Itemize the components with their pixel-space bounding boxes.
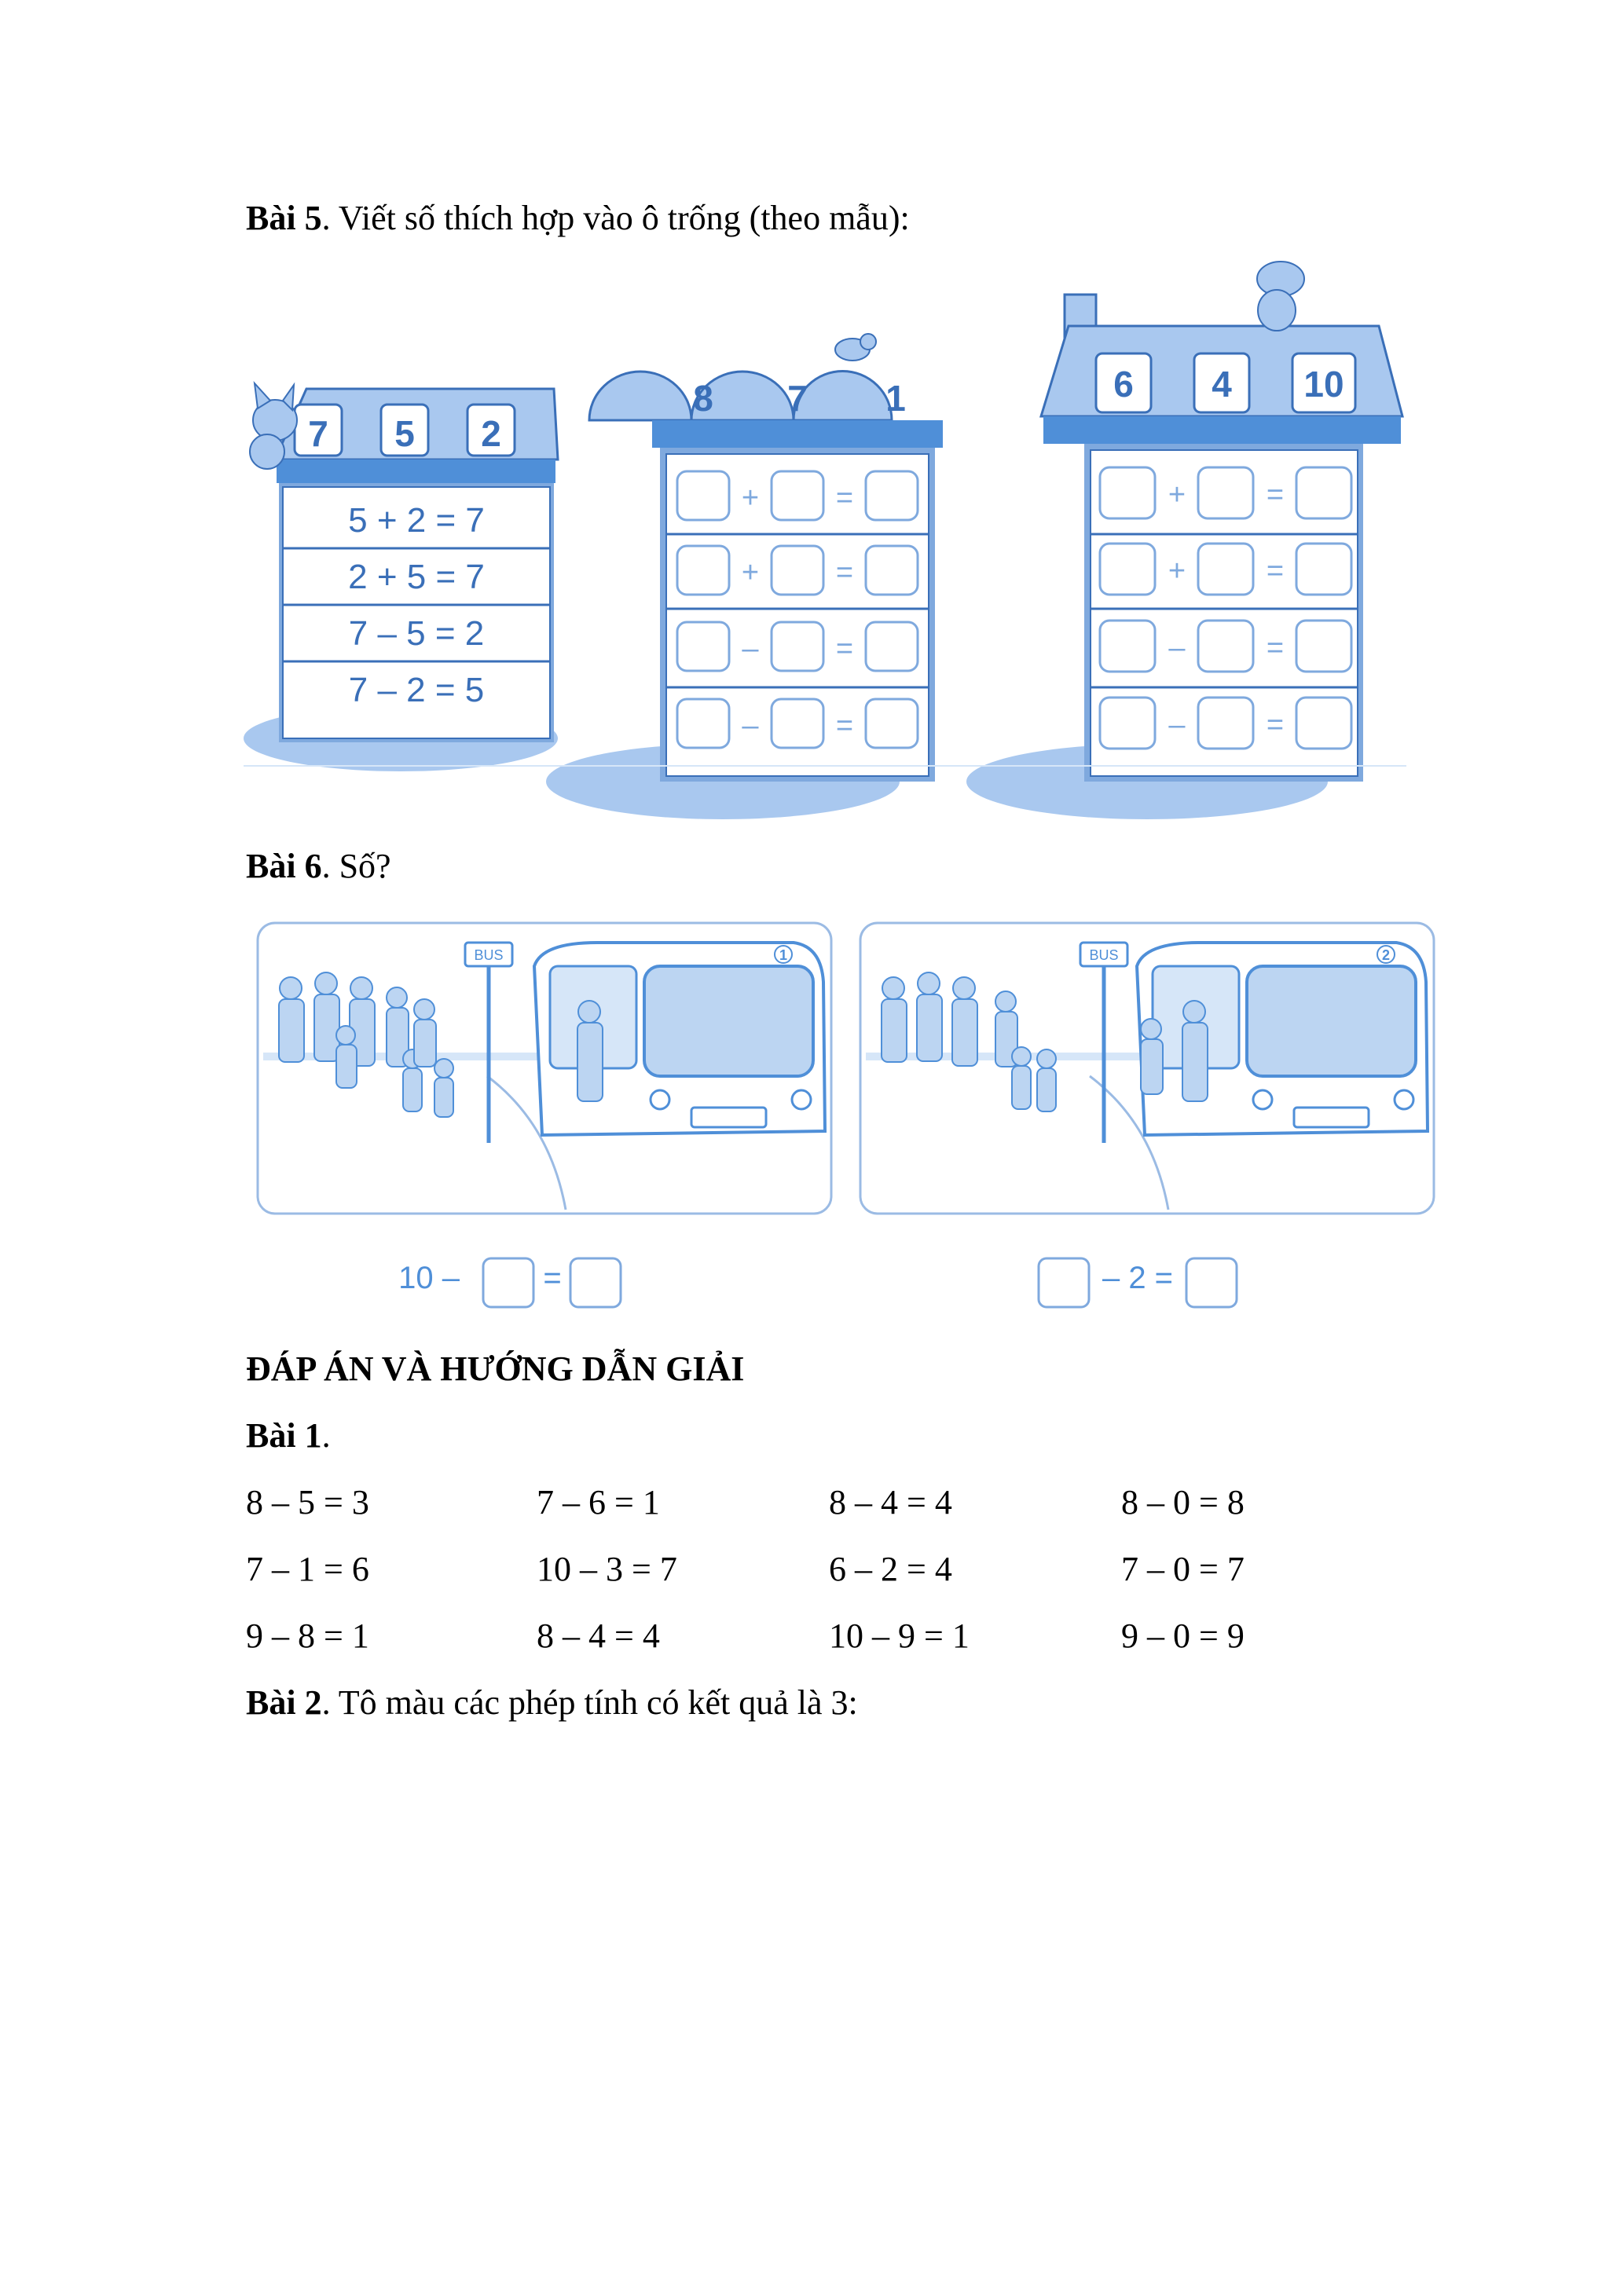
answer-r1c4: 8 – 0 = 8 bbox=[1121, 1483, 1245, 1522]
bird-icon bbox=[835, 334, 876, 361]
house2-eq-4: = bbox=[835, 709, 854, 742]
answer-r1c1: 8 – 5 = 3 bbox=[246, 1483, 369, 1522]
house-3 bbox=[966, 262, 1402, 819]
bus-scene-1 bbox=[258, 923, 831, 1214]
answer-r2c3: 6 – 2 = 4 bbox=[829, 1550, 952, 1588]
house3-op-3: – bbox=[1168, 632, 1186, 665]
bus-sign-1: BUS bbox=[474, 947, 504, 963]
house3-eq-3: = bbox=[1266, 632, 1285, 665]
house1-equation-1: 5 + 2 = 7 bbox=[348, 501, 485, 540]
bai6-equation-1 bbox=[398, 1258, 621, 1307]
house3-eq-2: = bbox=[1266, 555, 1285, 588]
scene2-badge: 2 bbox=[1381, 947, 1391, 963]
house2-op-1: + bbox=[741, 482, 760, 514]
cat-on-roof-icon bbox=[1257, 262, 1304, 331]
house1-equation-3: 7 – 5 = 2 bbox=[348, 614, 485, 653]
bai1-label: Bài 1 bbox=[246, 1416, 322, 1455]
answer-r1c2: 7 – 6 = 1 bbox=[537, 1483, 660, 1522]
house3-op-4: – bbox=[1168, 709, 1186, 742]
house2-number-2: 7 bbox=[787, 378, 808, 419]
house2-eq-3: = bbox=[835, 632, 854, 665]
house2-number-1: 8 bbox=[693, 378, 713, 419]
eq1-equals: = bbox=[543, 1261, 562, 1295]
bai5-heading bbox=[246, 196, 910, 240]
eq2-box-2[interactable] bbox=[1186, 1258, 1237, 1307]
bai5-instruction: . Viết số thích hợp vào ô trống (theo mẫu): bbox=[321, 199, 910, 237]
house2-op-2: + bbox=[741, 556, 760, 589]
house2-eq-1: = bbox=[835, 482, 854, 514]
bai6-equation-2 bbox=[1039, 1258, 1237, 1307]
house2-eq-2: = bbox=[835, 556, 854, 589]
answer-r2c2: 10 – 3 = 7 bbox=[537, 1550, 677, 1588]
house1-equation-4: 7 – 2 = 5 bbox=[348, 671, 485, 709]
bus-scene-2 bbox=[860, 923, 1434, 1214]
house2-op-3: – bbox=[742, 632, 759, 665]
eq1-box-1[interactable] bbox=[483, 1258, 533, 1307]
bai2-heading bbox=[246, 1681, 858, 1725]
house3-op-1: + bbox=[1168, 478, 1186, 511]
house3-number-1: 6 bbox=[1113, 364, 1134, 405]
house-2 bbox=[546, 334, 943, 819]
house2-number-3: 1 bbox=[885, 378, 906, 419]
bai1-dot: . bbox=[321, 1416, 331, 1455]
answer-r3c2: 8 – 4 = 4 bbox=[537, 1617, 660, 1655]
houses-illustration bbox=[244, 259, 1406, 825]
answer-r3c1: 9 – 8 = 1 bbox=[246, 1617, 369, 1655]
scene1-badge: 1 bbox=[779, 947, 788, 963]
answer-r2c4: 7 – 0 = 7 bbox=[1121, 1550, 1245, 1588]
bai1-heading bbox=[246, 1414, 331, 1458]
house3-op-2: + bbox=[1168, 555, 1186, 588]
house3-number-2: 4 bbox=[1212, 364, 1232, 405]
house1-number-3: 2 bbox=[481, 413, 501, 454]
eq1-prefix: 10 – bbox=[398, 1261, 460, 1295]
answer-r3c3: 10 – 9 = 1 bbox=[829, 1617, 970, 1655]
house3-eq-4: = bbox=[1266, 709, 1285, 742]
answer-r2c1: 7 – 1 = 6 bbox=[246, 1550, 369, 1588]
house2-op-4: – bbox=[742, 709, 759, 742]
answer-r1c3: 8 – 4 = 4 bbox=[829, 1483, 952, 1522]
eq2-mid: – 2 = bbox=[1102, 1261, 1174, 1295]
house1-equation-2: 2 + 5 = 7 bbox=[348, 558, 485, 596]
house3-eq-1: = bbox=[1266, 478, 1285, 511]
bus-scenes bbox=[251, 919, 1446, 1320]
house1-number-1: 7 bbox=[308, 413, 328, 454]
eq2-box-1[interactable] bbox=[1039, 1258, 1089, 1307]
bai2-label: Bài 2 bbox=[246, 1683, 322, 1722]
bai6-label: Bài 6 bbox=[246, 847, 322, 885]
bus-sign-2: BUS bbox=[1089, 947, 1119, 963]
answers-title: ĐÁP ÁN VÀ HƯỚNG DẪN GIẢI bbox=[246, 1349, 745, 1388]
bai6-heading bbox=[246, 844, 391, 888]
house1-number-2: 5 bbox=[394, 413, 415, 454]
bai6-instruction: . Số? bbox=[321, 847, 391, 885]
house-1 bbox=[244, 383, 558, 771]
house3-number-3: 10 bbox=[1303, 364, 1344, 405]
bai2-text: . Tô màu các phép tính có kết quả là 3: bbox=[321, 1683, 858, 1722]
bai5-label: Bài 5 bbox=[246, 199, 322, 237]
eq1-box-2[interactable] bbox=[570, 1258, 621, 1307]
answer-r3c4: 9 – 0 = 9 bbox=[1121, 1617, 1245, 1655]
